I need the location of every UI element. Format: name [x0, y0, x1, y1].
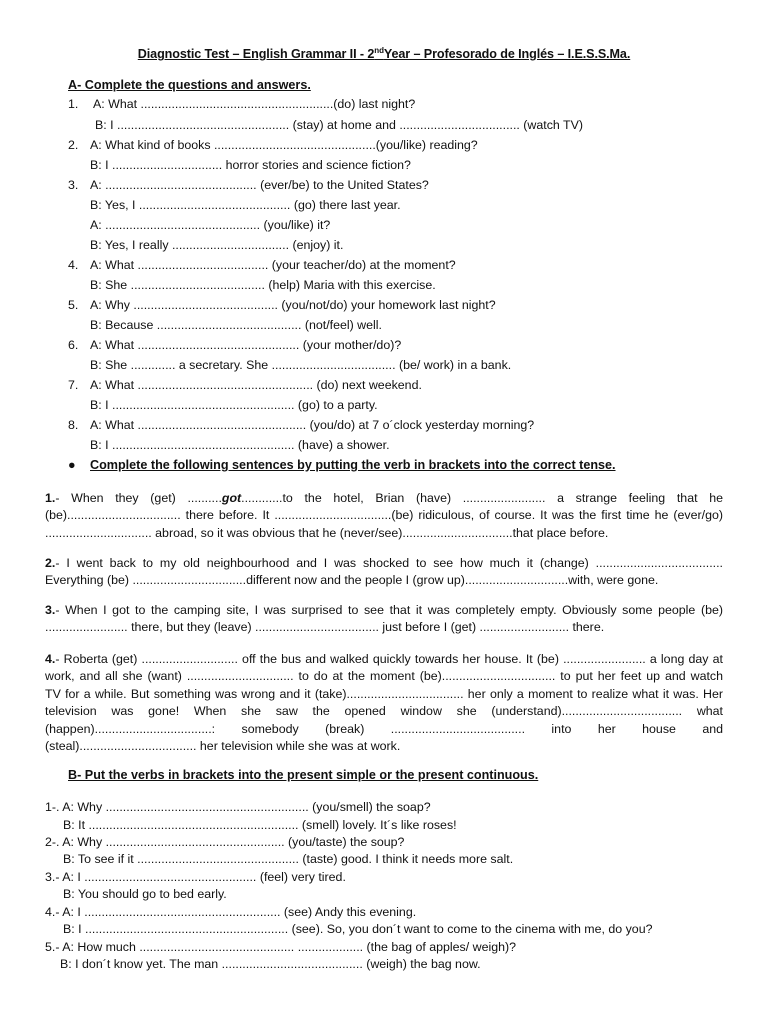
paragraph-number: 4. — [45, 652, 56, 666]
item-number: 1. — [68, 97, 79, 111]
paragraph-line: (steal).................................. her television while she was at work. — [45, 739, 401, 754]
item-answer: B: I ................................ horror stories and science fiction? — [90, 158, 411, 172]
paragraph-text: - When they (get) .......... — [55, 491, 222, 505]
tense-heading-text: Complete the following sentences by putting the verb in brackets into the correct tense. — [90, 458, 616, 472]
tense-section-heading — [68, 458, 616, 472]
paragraph-text: - When I got to the camping site, I was surprised to see that it was completely empty. Obviously some people (be) — [55, 603, 723, 617]
item-number: 2. — [68, 138, 79, 152]
item-question: 5.- A: How much ............................................. ................... (the bag of apples/ weigh)? — [45, 940, 517, 954]
item-question: A: What ................................................. (you/do) at 7 o´clock yesterday morning? — [90, 418, 535, 432]
item-number: 3. — [68, 178, 79, 192]
example-answer: got — [221, 491, 242, 505]
item-number: 5. — [68, 298, 79, 312]
item-question: A: What ................................................... (do) next weekend. — [90, 378, 422, 392]
paragraph-line: ............................... abroad, so it was obvious that he (never/see)................................that place before. — [45, 525, 609, 540]
item-answer: B: To see if it ............................................... (taste) good. I think it needs more salt. — [63, 852, 514, 866]
item-question: 3.- A: I .................................................. (feel) very tired. — [45, 870, 346, 884]
title-text-end: Year – Profesorado de Inglés – I.E.S.S.Ma. — [383, 47, 631, 61]
item-answer: B: I ..................................................... (have) a shower. — [90, 438, 390, 452]
title-superscript: nd — [374, 46, 384, 55]
item-question: 4.- A: I ......................................................... (see) Andy this evening. — [45, 905, 417, 919]
item-question: A: What ........................................................(do) last night? — [93, 97, 416, 111]
item-question: A: What ...................................... (your teacher/do) at the moment? — [90, 258, 456, 272]
paragraph-number: 2. — [45, 556, 56, 570]
paragraph-line: television was gone! When she saw the opened window she (understand)................................... what — [45, 704, 723, 719]
item-answer: B: Because .......................................... (not/feel) well. — [90, 318, 382, 332]
item-answer: B: Yes, I really .................................. (enjoy) it. — [90, 238, 344, 252]
item-number: 4. — [68, 258, 79, 272]
item-answer: B: She ....................................... (help) Maria with this exercise. — [90, 278, 436, 292]
item-number: 6. — [68, 338, 79, 352]
item-question: A: What ............................................... (your mother/do)? — [90, 338, 402, 352]
item-answer: B: Yes, I ............................................ (go) there last year. — [90, 198, 401, 212]
section-a-heading: A- Complete the questions and answers. — [68, 78, 311, 92]
item-question: A: Why .......................................... (you/not/do) your homework last night? — [90, 298, 496, 312]
paragraph-line: (be)................................. there before. It ..................................(be) ridiculous, of course. It was the first time he (ever/go) — [45, 508, 723, 523]
paragraph-text: ............to the hotel, Brian (have) ........................ a strange feeling that he — [241, 491, 723, 505]
exercise-paragraph-1 — [45, 490, 723, 542]
paragraph-line: (happen)..................................: somebody (break) ....................................... into her house and — [45, 721, 723, 736]
paragraph-line: TV for a while. But something was wrong and it (take).................................. her only a moment to realize what it was. Her — [45, 686, 723, 701]
item-question: A: ............................................ (ever/be) to the United States? — [90, 178, 429, 192]
paragraph-number: 1. — [45, 491, 56, 505]
exercise-paragraph-2 — [45, 555, 723, 590]
paragraph-line — [45, 555, 723, 572]
item-answer: B: She ............. a secretary. She .................................... (be/ work) in a bank. — [90, 358, 512, 372]
paragraph-line: work, and all she (want) ............................... to do at the moment (be)................................. to put her feet up and watch — [45, 669, 723, 684]
item-question: A: ............................................. (you/like) it? — [90, 218, 331, 232]
paragraph-line — [45, 602, 723, 619]
paragraph-text: - Roberta (get) ............................ off the bus and walked quickly towards her house. It (be) ........................ a long day at — [55, 652, 723, 666]
item-answer: B: I ..................................................... (go) to a party. — [90, 398, 378, 412]
section-b-heading: B- Put the verbs in brackets into the present simple or the present continuous. — [68, 768, 539, 782]
paragraph-line: ........................ there, but they (leave) .................................... just before I (get) .......................... there. — [45, 620, 605, 635]
item-question: 2-. A: Why .................................................... (you/taste) the soup? — [45, 835, 405, 849]
item-question: 1-. A: Why ........................................................... (you/smell) the soap? — [45, 800, 431, 814]
paragraph-text: - I went back to my old neighbourhood and I was shocked to see how much it (change) ..................................... — [55, 556, 723, 570]
item-question: A: What kind of books ...............................................(you/like) reading? — [90, 138, 478, 152]
item-answer: B: I .................................................. (stay) at home and ................................... (watch TV) — [95, 118, 583, 132]
item-answer: B: I don´t know yet. The man ......................................... (weigh) the bag now. — [60, 957, 481, 971]
paragraph-number: 3. — [45, 603, 56, 617]
item-answer: B: I ........................................................... (see). So, you don´t want to come to the cinema with me, do you? — [63, 922, 653, 936]
exercise-paragraph-3 — [45, 602, 723, 637]
paragraph-line — [45, 490, 723, 507]
item-answer: B: It ............................................................. (smell) lovely. It´s like roses! — [63, 818, 457, 832]
title-text: Diagnostic Test – English Grammar II - 2 — [137, 47, 375, 61]
paragraph-line: Everything (be) .................................different now and the people I (grow up)..............................with, were gone. — [45, 573, 659, 588]
bullet-icon: ● — [68, 458, 76, 472]
exercise-paragraph-4 — [45, 651, 723, 755]
page-title — [0, 47, 768, 61]
item-number: 7. — [68, 378, 79, 392]
paragraph-line — [45, 651, 723, 668]
item-number: 8. — [68, 418, 79, 432]
item-answer: B: You should go to bed early. — [63, 887, 227, 901]
